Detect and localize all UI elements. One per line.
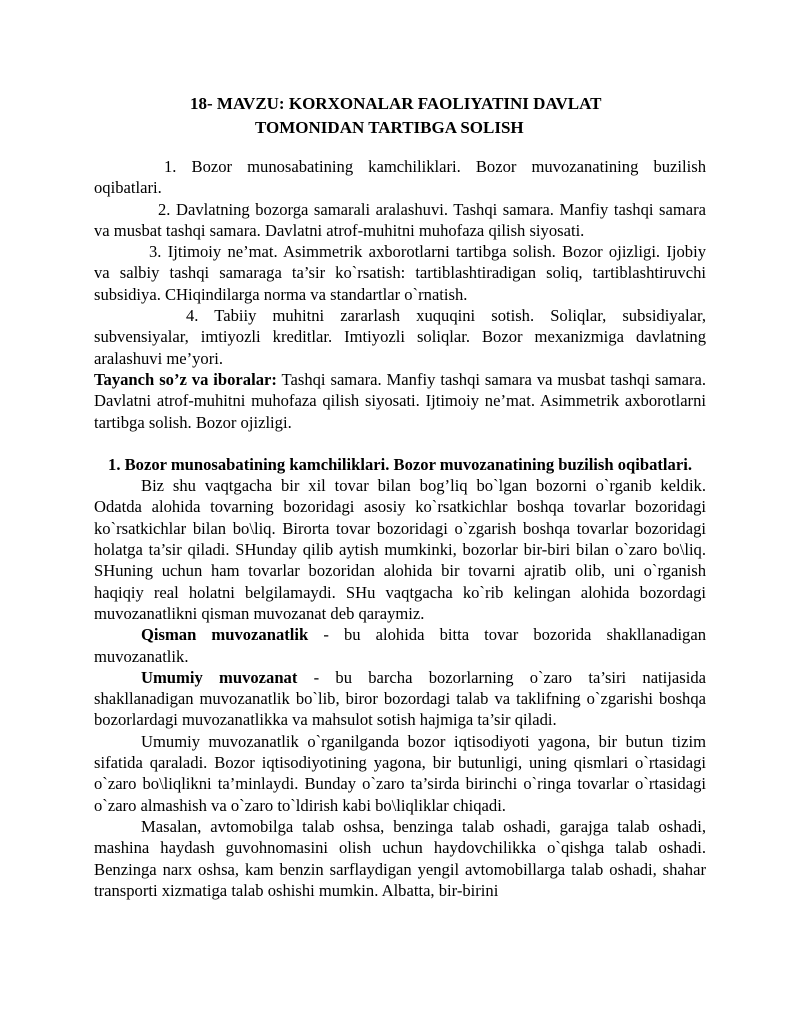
body-paragraph-1: Biz shu vaqtgacha bir xil tovar bilan bog’liq bo`lgan bozorni o`rganib keldik. Odatda alohida tovarning bozoridagi asosiy ko`rsatkichlar boshqa tovarlar bozoridagi ko`rsatkichlar bilan bo\liq. Birorta tovar bozoridagi o`zgarish boshqa tovarlar bozoridagi holatga ta’sir qiladi. SHunday qilib aytish mumkinki, bozorlar bir-biri bilan o`zaro bo\liq. SHuning uchun ham tovarlar bozoridan alohida bir tovarni ajratib olib, uni o`rganish haqiqiy real holatni belgilamaydi. SHu vaqtgacha ko`rib kelingan alohida bozordagi muvozanatlikni qisman muvozanat deb qaraymiz. — [94, 476, 706, 623]
definition-general-equilibrium: - bu barcha bozorlarning o`zaro ta’siri natijasida shakllanadigan muvozanatlik bo`lib, biror bozordagi talab va taklifning o`zgarishi boshqa bozorlardagi muvozanatlikka va mahsulot sotish hajmiga ta’sir qiladi. — [94, 667, 706, 730]
body-paragraph-2 — [94, 624, 706, 667]
plan-item-1: 1. Bozor munosabatining kamchiliklari. Bozor muvozanatining buzilish oqibatlari. — [94, 157, 706, 198]
page-title — [0, 92, 800, 140]
plan-item-2: 2. Davlatning bozorga samarali aralashuvi. Tashqi samara. Manfiy tashqi samara va musbat tashqi samara. Davlatni atrof-muhitni muhofaza qilish siyosati. — [94, 199, 706, 240]
section-heading: 1. Bozor munosabatining kamchiliklari. Bozor muvozanatining buzilish oqibatlari. — [108, 454, 692, 474]
title-line-2: TOMONIDAN TARTIBGA SOLISH — [255, 118, 524, 137]
keywords-paragraph — [94, 369, 706, 433]
body-paragraph-3 — [94, 667, 706, 731]
plan-item-3: 3. Ijtimoiy ne’mat. Asimmetrik axborotlarni tartibga solish. Bozor ojizligi. Ijobiy va salbiy tashqi samaraga ta’sir ko`rsatish: tartiblashtiradigan soliq, tartiblashtiruvchi subsidiya. CHiqindilarga norma va standartlar o`rnatish. — [94, 242, 706, 304]
title-line-1: 18- MAVZU: KORXONALAR FAOLIYATINI DAVLAT — [190, 94, 602, 113]
body-paragraph-5: Masalan, avtomobilga talab oshsa, benzinga talab oshadi, garajga talab oshadi, mashina haydash guvohnomasini olish uchun haydovchilikka o`qishga talab oshadi. Benzinga narx oshsa, kam benzin sarflaydigan yengil avtomobillarga talab oshadi, shahar transporti xizmatiga talab oshishi mumkin. Albatta, bir-birini — [94, 816, 706, 900]
keywords-label: Tayanch so’z va iboralar: — [94, 369, 277, 389]
term-partial-equilibrium: Qisman muvozanatlik — [141, 625, 309, 645]
term-general-equilibrium: Umumiy muvozanat — [141, 667, 298, 687]
keywords-text: Tashqi samara. Manfiy tashqi samara va musbat tashqi samara. Davlatni atrof-muhitni muhofaza qilish siyosati. Ijtimoiy ne’mat. Asimmetrik axborotlarni tartibga solish. Bozor ojizligi. — [94, 369, 706, 432]
definition-partial-equilibrium: - bu alohida bitta tovar bozorida shakllanadigan muvozanatlik. — [94, 625, 707, 666]
plan-item-4: 4. Tabiiy muhitni zararlash xuquqini sotish. Soliqlar, subsidiyalar, subvensiyalar, imtiyozli kreditlar. Imtiyozli soliqlar. Bozor mexanizmiga davlatning aralashuvi me’yori. — [94, 306, 706, 368]
document-body — [94, 156, 706, 901]
body-paragraph-4: Umumiy muvozanatlik o`rganilganda bozor iqtisodiyoti yagona, bir butun tizim sifatida qaraladi. Bozor iqtisodiyotining yagona, bir butunligi, uning qismlari o`rtasidagi o`zaro bo\liqlikni ta’minlaydi. Bunday o`zaro ta’sirda birinchi o`ringa tovarlar o`rtasidagi o`zaro almashish va o`zaro to`ldirish kabi bo\liqliklar chiqadi. — [94, 731, 706, 815]
